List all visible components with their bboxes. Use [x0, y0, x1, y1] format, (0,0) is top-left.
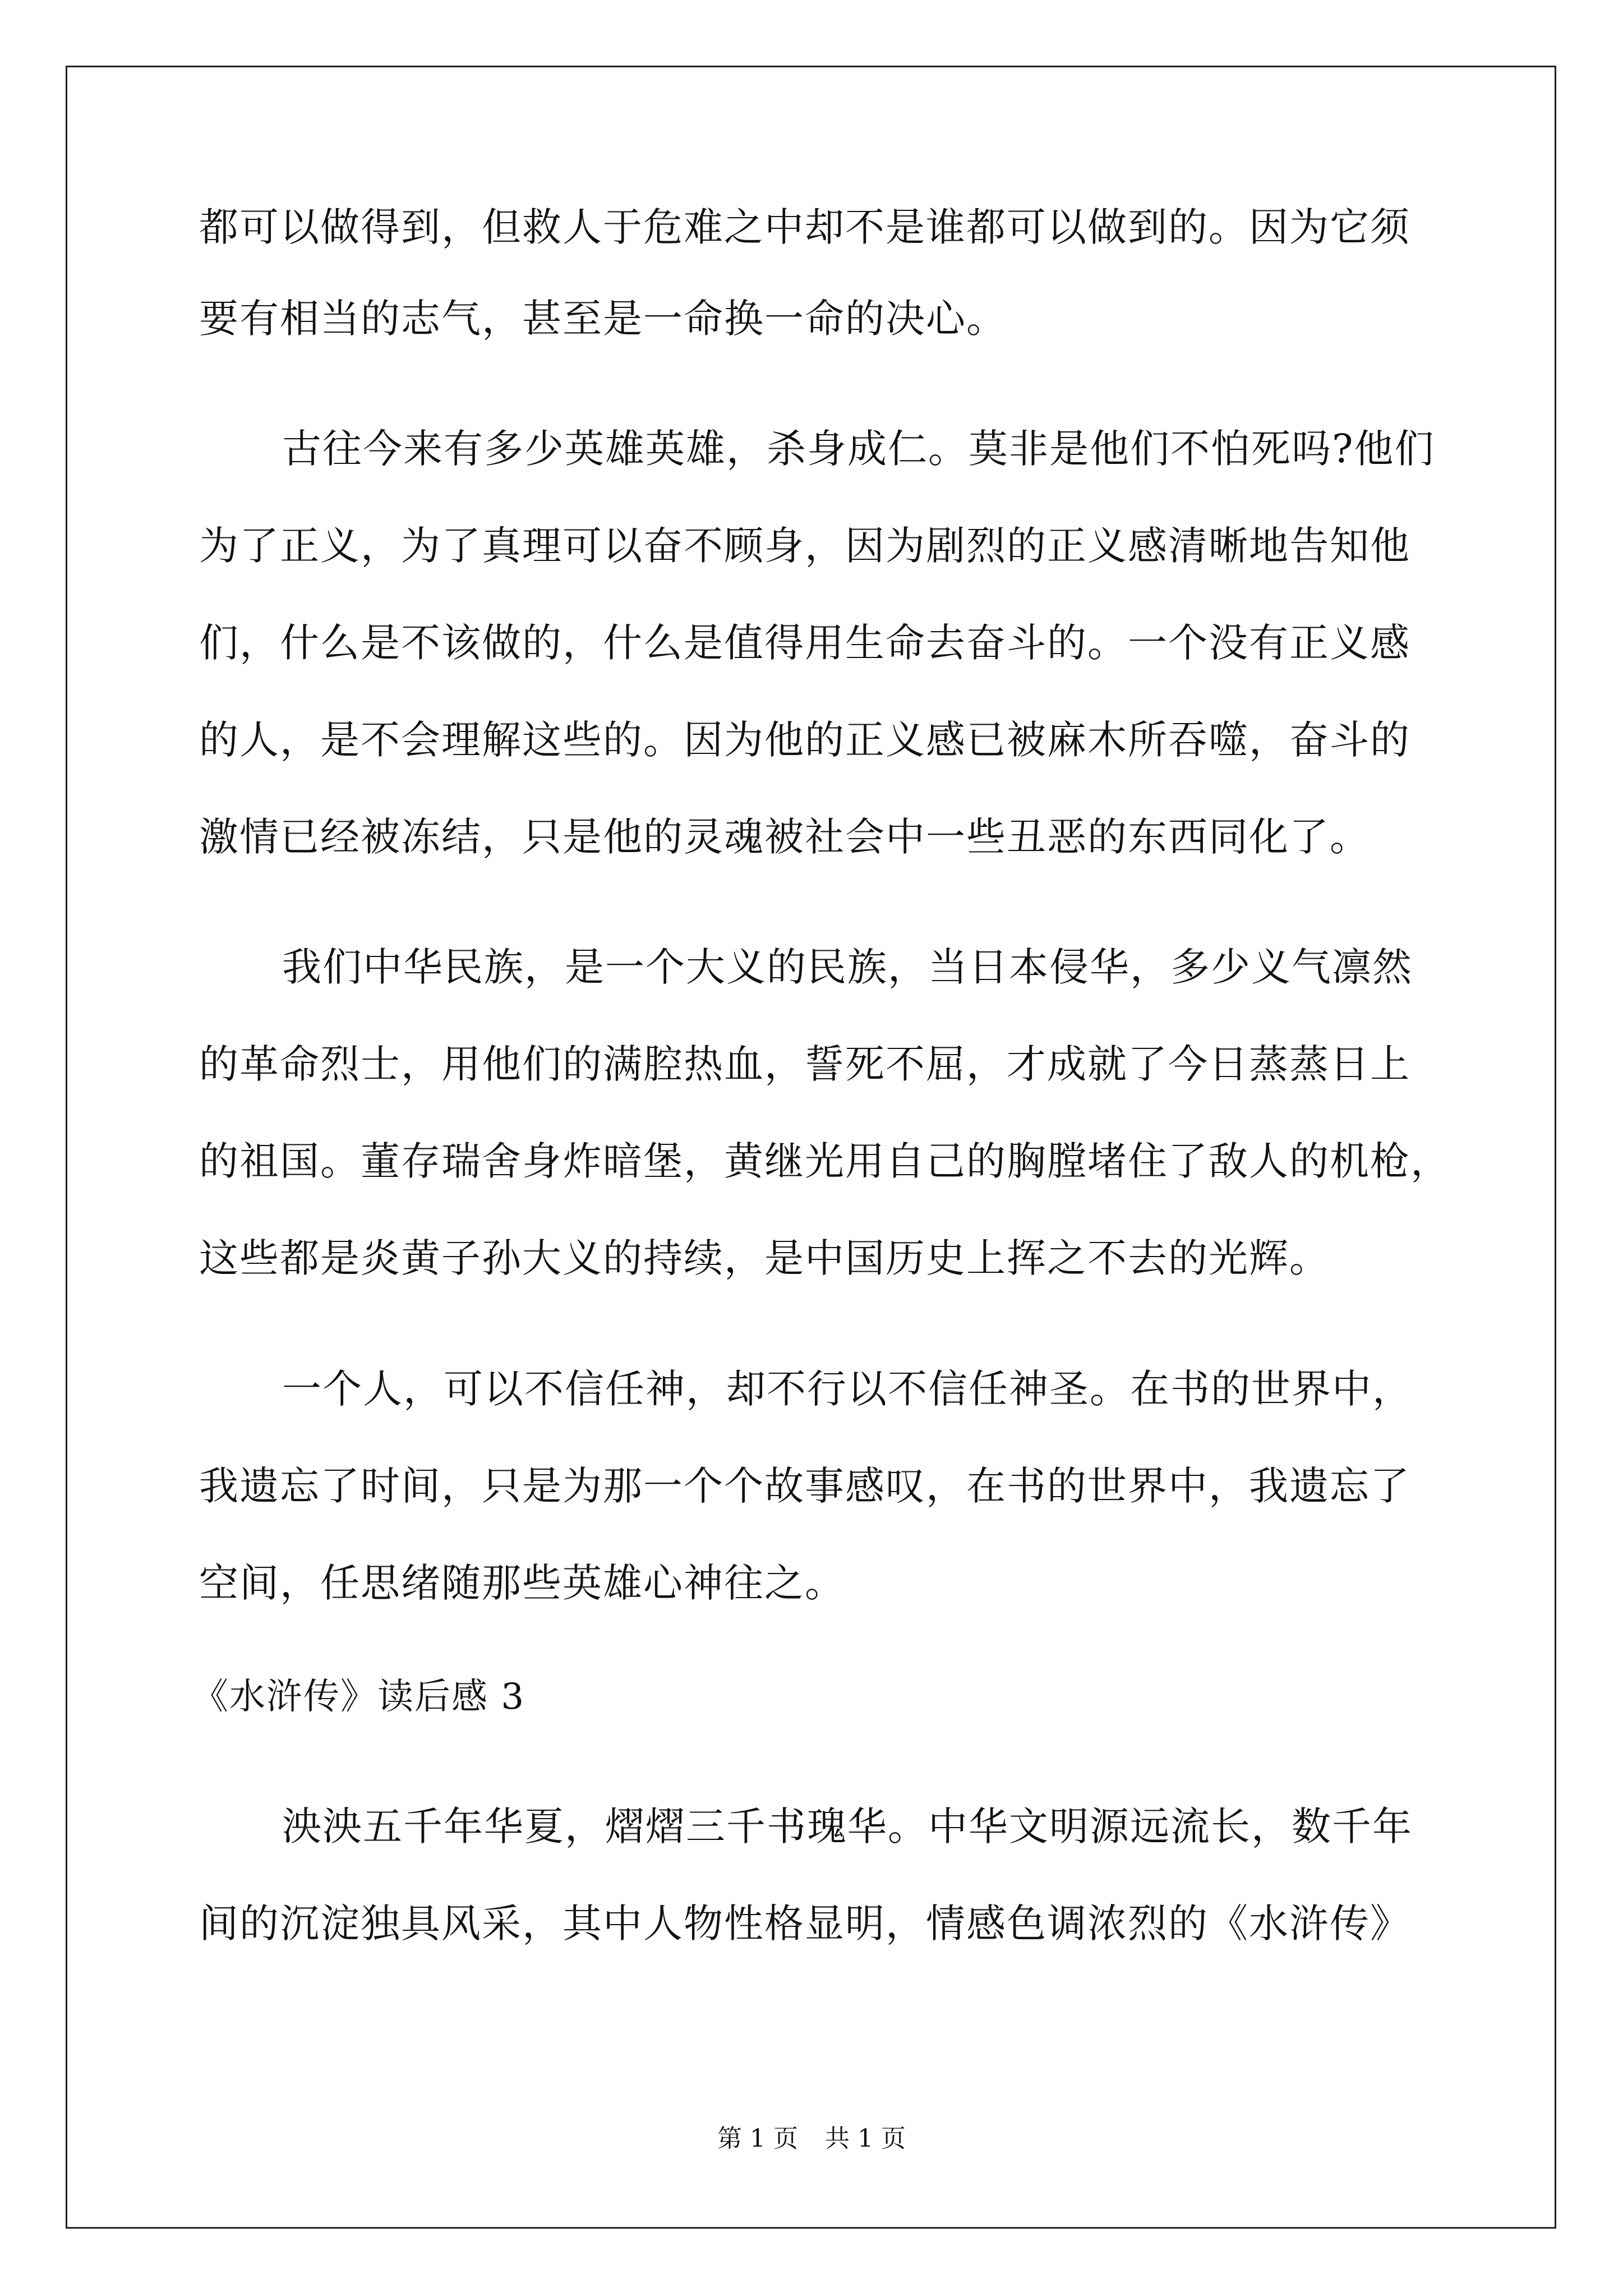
- text-line: 的革命烈士，用他们的满腔热血，誓死不屈，才成就了今日蒸蒸日上: [199, 1041, 1410, 1087]
- text-line: 的祖国。董存瑞舍身炸暗堡，黄继光用自己的胸膛堵住了敌人的机枪，: [199, 1138, 1451, 1184]
- page-footer: [0, 2122, 1623, 2156]
- text-line: 这些都是炎黄子孙大义的持续，是中国历史上挥之不去的光辉。: [199, 1235, 1330, 1281]
- text-line: 空间，任思绪随那些英雄心神往之。: [199, 1560, 845, 1606]
- text-line: 们，什么是不该做的，什么是值得用生命去奋斗的。一个没有正义感: [199, 620, 1410, 666]
- text-line: 要有相当的志气，甚至是一命换一命的决心。: [199, 296, 1007, 342]
- paragraph-first-line: 泱泱五千年华夏，熠熠三千书瑰华。中华文明源远流长，数千年: [282, 1803, 1413, 1849]
- page-number-current: 第 1 页: [717, 2124, 798, 2153]
- page-number-total: 共 1 页: [825, 2124, 906, 2153]
- text-line: 我遗忘了时间，只是为那一个个故事感叹，在书的世界中，我遗忘了: [199, 1463, 1410, 1509]
- section-heading: 《水浒传》读后感 3: [192, 1676, 525, 1718]
- paragraph-first-line: 一个人，可以不信任神，却不行以不信任神圣。在书的世界中，: [282, 1366, 1413, 1412]
- text-line: 激情已经被冻结，只是他的灵魂被社会中一些丑恶的东西同化了。: [199, 814, 1370, 860]
- text-line: 间的沉淀独具风采，其中人物性格显明，情感色调浓烈的《水浒传》: [199, 1901, 1410, 1947]
- text-line: 的人，是不会理解这些的。因为他的正义感已被麻木所吞噬，奋斗的: [199, 717, 1410, 763]
- paragraph-first-line: 古往今来有多少英雄英雄，杀身成仁。莫非是他们不怕死吗?他们: [282, 426, 1435, 472]
- paragraph-first-line: 我们中华民族，是一个大义的民族，当日本侵华，多少义气凛然: [282, 944, 1413, 990]
- text-line: 都可以做得到，但救人于危难之中却不是谁都可以做到的。因为它须: [199, 204, 1410, 250]
- text-line: 为了正义，为了真理可以奋不顾身，因为剧烈的正义感清晰地告知他: [199, 523, 1410, 569]
